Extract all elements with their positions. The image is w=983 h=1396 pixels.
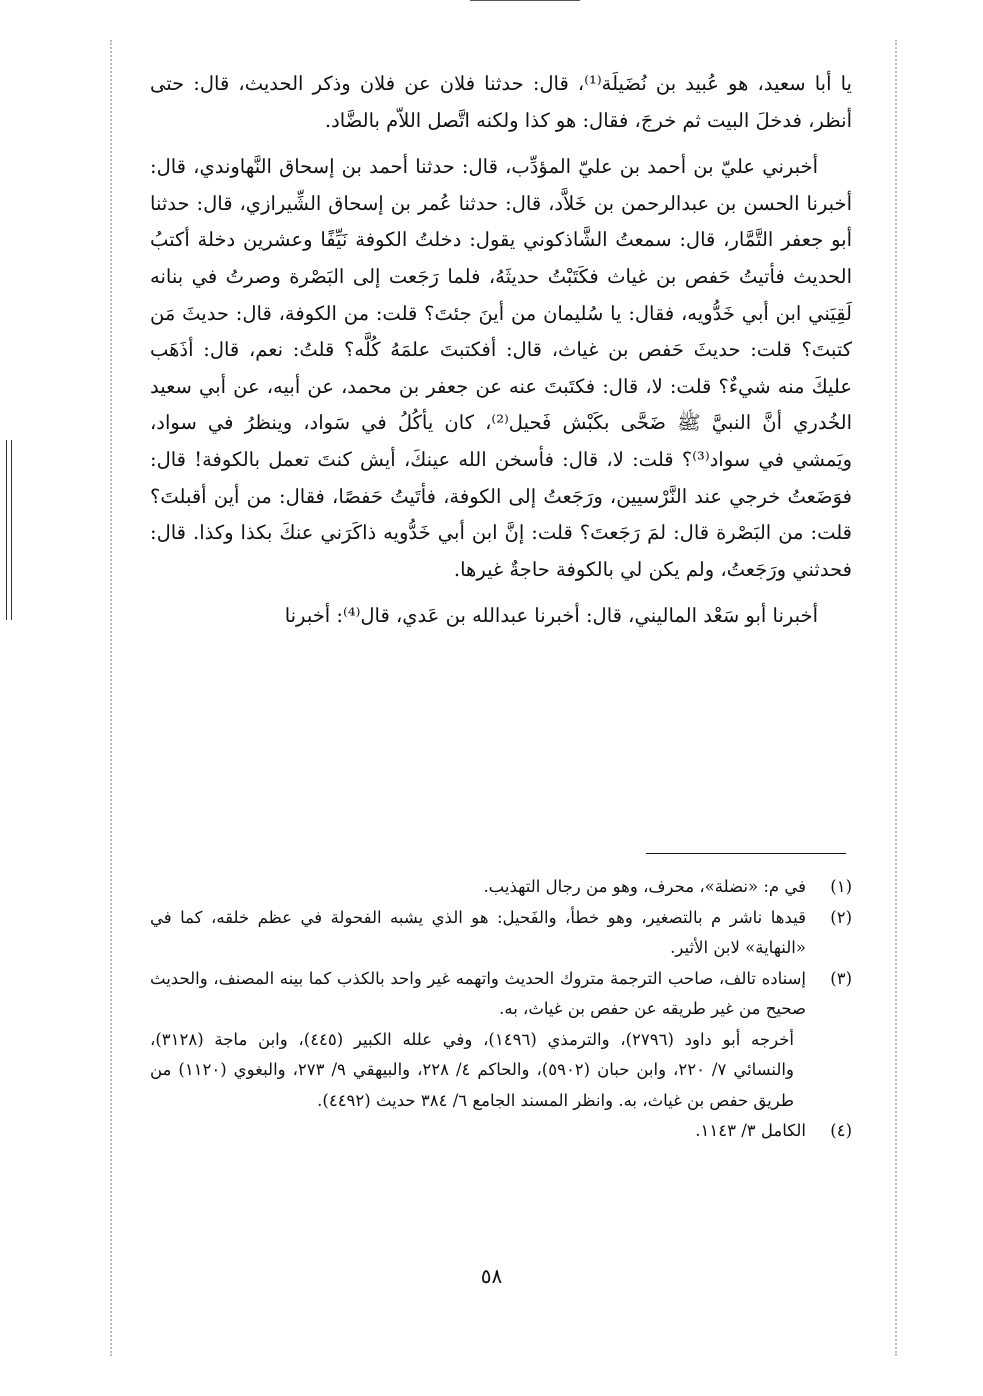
footnote-number: (١) [830, 877, 852, 896]
footnote-3 [150, 964, 852, 1025]
footnote-text: الكامل ٣/ ١١٤٣. [695, 1121, 806, 1140]
main-text [150, 66, 852, 645]
footnote-number: (٣) [830, 968, 852, 988]
footnote-2 [150, 903, 852, 964]
scan-dotted-line [895, 40, 897, 1356]
paragraph-2: أخبرني عليّ بن أحمد بن عليّ المؤدِّب، قال: حدثنا أحمد بن إسحاق النَّهاوندي، قال: أخبرنا الحسن بن عبدالرحمن بن خَلاَّد، قال: حدثنا عُمر بن إسحاق الشِّيرازي، قال: حدثنا أبو جعفر التَّمَّار، قال: سمعتُ الشَّاذكوني يقول: دخلتُ الكوفة نَيِّفًا وعشرين دخلة أكتبُ الحديث فأتيتُ حَفص بن غياث فكَتَبْتُ حديثَهُ، فلما رَجَعت إلى البَصْرة وصرتُ في بنانه لَقِيَني ابن أبي خَدُّويه، فقال: يا سُليمان من أينَ جئتَ؟ قلت: من الكوفة، قال: حديثَ مَن كتبتَ؟ قلت: حديثَ حَفص بن غياث، قال: أفكتبتَ علمَهُ كُلَّه؟ قلتُ: نعم، قال: أذَهَب عليكَ منه شيءٌ؟ قلت: لا، قال: فكتَبتَ عنه عن جعفر بن محمد، عن أبيه، عن أبي سعيد الخُدري أنَّ النبيَّ ﷺ ضَحَّى بكَبْش فَحيل⁽²⁾، كان يأكُلُ في سَواد، وينظرُ في سواد، ويَمشي في سواد⁽³⁾؟ قلت: لا، قال: فأسخن الله عينكَ، أيش كنتَ تعمل بالكوفة! قال: فوَضَعتُ خرجي عند النَّرْسيين، ورَجَعتُ إلى الكوفة، فأتَيتُ حَفصًا، فقال: من أين أقبلتَ؟ قلت: من البَصْرة قال: لمَ رَجَعتَ؟ قلت: إنَّ ابن أبي خَدُّويه ذاكَرَني عنكَ بكذا وكذا. قال: فحدثني ورَجَعتُ، ولم يكن لي بالكوفة حاجةٌ غيرها. [150, 155, 853, 581]
footnote-text: قيدها ناشر م بالتصغير، وهو خطأ، والفَحيل: هو الذي يشبه الفحولة في عظم خلقه، كما في «النهاية» لابن الأثير. [150, 907, 806, 957]
footnotes [150, 872, 852, 1147]
footnote-text: في م: «نضلة»، محرف، وهو من رجال التهذيب. [483, 877, 806, 896]
footnote-4 [150, 1116, 852, 1147]
footnote-number: (٤) [830, 1121, 852, 1140]
footnote-number: (٢) [830, 907, 852, 927]
footnote-text: إسناده تالف، صاحب الترجمة متروك الحديث واتهمه غير واحد بالكذب كما بينه المصنف، والحديث صحيح من غير طريقه عن حفص بن غياث، به. [150, 968, 806, 1018]
scan-dotted-line [110, 40, 112, 1356]
footnote-separator [646, 853, 846, 854]
top-rule [470, 0, 580, 1]
page-number: ٥٨ [480, 1264, 503, 1288]
footnote-1 [150, 872, 852, 903]
margin-line [11, 440, 12, 620]
paragraph-3: أخبرنا أبو سَعْد الماليني، قال: أخبرنا عبدالله بن عَدي، قال⁽⁴⁾: أخبرنا [284, 604, 818, 628]
margin-line [6, 440, 7, 620]
footnote-3-continuation: أخرجه أبو داود (٢٧٩٦)، والترمذي (١٤٩٦)، وفي علله الكبير (٤٤٥)، وابن ماجة (٣١٢٨)، والنسائي ٧/ ٢٢٠، وابن حبان (٥٩٠٢)، والحاكم ٤/ ٢٢٨، والبيهقي ٩/ ٢٧٣، والبغوي (١١٢٠) من طريق حفص بن غياث، به. وانظر المسند الجامع ٦/ ٣٨٤ حديث (٤٤٩٢). [150, 1029, 794, 1110]
paragraph-1: يا أبا سعيد، هو عُبيد بن نُضَيلَة⁽¹⁾، قال: حدثنا فلان عن فلان وذكر الحديث، قال: حتى أنظر، فدخلَ البيت ثم خرجَ، فقال: هو كذا ولكنه اتَّصل اللاّم بالضَّاد. [150, 72, 852, 132]
binding-margin [0, 440, 20, 620]
